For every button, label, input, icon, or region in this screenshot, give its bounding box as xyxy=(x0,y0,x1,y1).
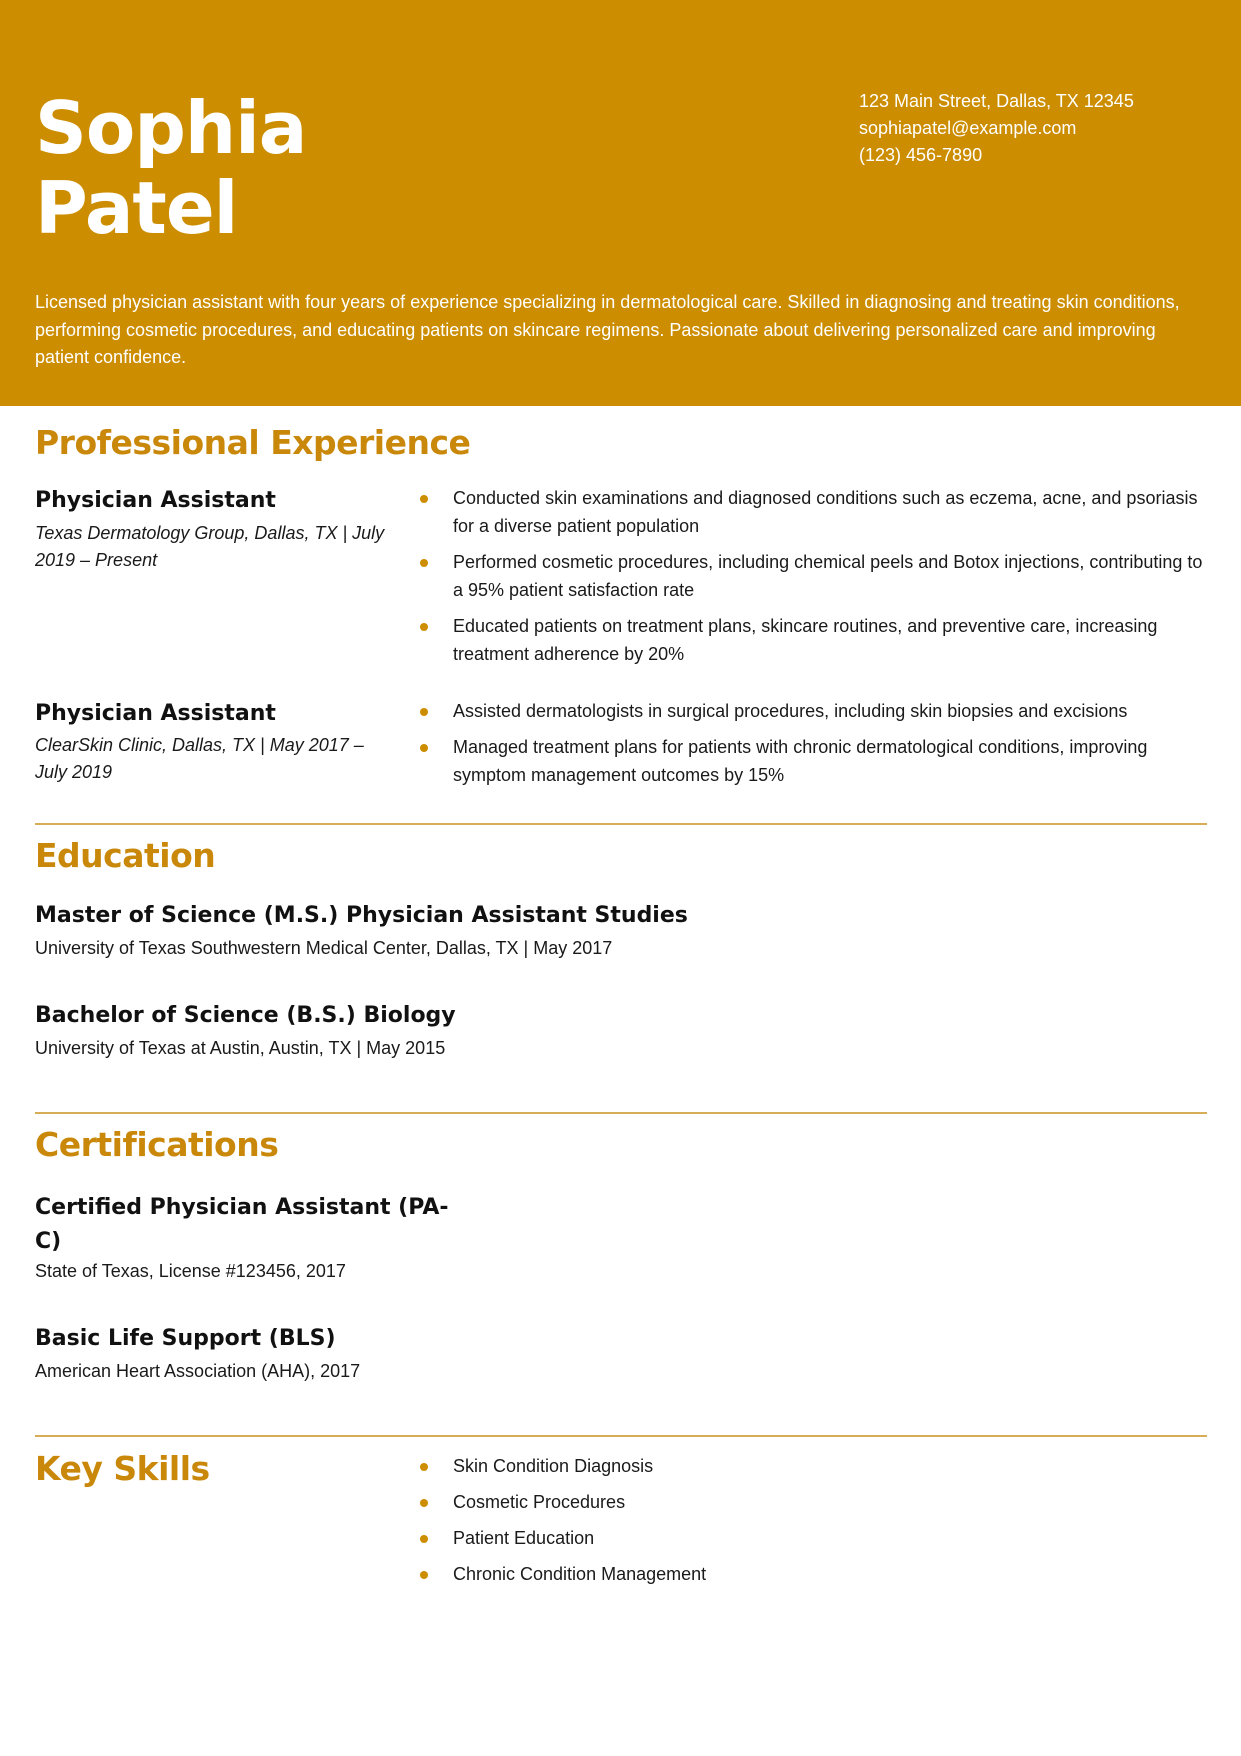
degree-title: Bachelor of Science (B.S.) Biology xyxy=(35,1003,456,1028)
skills-list xyxy=(420,1452,1210,1588)
job-title: Physician Assistant xyxy=(35,701,276,726)
section-divider xyxy=(35,1112,1207,1114)
skill-item: Skin Condition Diagnosis xyxy=(420,1452,1210,1480)
certification-title-line: Certified Physician Assistant (PA- xyxy=(35,1195,449,1220)
bullet-item: Educated patients on treatment plans, skincare routines, and preventive care, increasing treatment adherence by 20% xyxy=(420,612,1210,668)
education-heading: Education xyxy=(35,836,216,875)
degree-detail: University of Texas Southwestern Medical Center, Dallas, TX | May 2017 xyxy=(35,938,613,958)
experience-heading: Professional Experience xyxy=(35,423,471,462)
job-title: Physician Assistant xyxy=(35,488,276,513)
job-bullets xyxy=(420,484,1210,668)
certification-detail: American Heart Association (AHA), 2017 xyxy=(35,1361,361,1381)
certification-title-line: C) xyxy=(35,1229,62,1254)
certification-title: Basic Life Support (BLS) xyxy=(35,1326,336,1351)
section-divider xyxy=(35,1435,1207,1437)
contact-info xyxy=(859,88,1134,169)
phone: (123) 456-7890 xyxy=(859,145,983,165)
degree-title: Master of Science (M.S.) Physician Assistant Studies xyxy=(35,903,688,928)
first-name: Sophia xyxy=(35,86,307,170)
certification-title xyxy=(35,1191,449,1259)
certifications-heading: Certifications xyxy=(35,1125,279,1164)
job-meta: ClearSkin Clinic, Dallas, TX | May 2017 – July 2019 xyxy=(35,735,364,782)
bullet-item: Managed treatment plans for patients with chronic dermatological conditions, improving symptom management outcomes by 15% xyxy=(420,733,1210,789)
summary: Licensed physician assistant with four years of experience specializing in dermatological care. Skilled in diagnosing and treating skin conditions, performing cosmetic procedures, and educating patients on skincare regimens. Passionate about delivering personalized care and improving patient confidence. xyxy=(35,292,1180,367)
skill-item: Chronic Condition Management xyxy=(420,1560,1210,1588)
job-bullets xyxy=(420,697,1210,789)
last-name: Patel xyxy=(35,166,238,250)
address: 123 Main Street, Dallas, TX 12345 xyxy=(859,91,1134,111)
bullet-item: Assisted dermatologists in surgical procedures, including skin biopsies and excisions xyxy=(420,697,1210,725)
degree-detail: University of Texas at Austin, Austin, TX | May 2015 xyxy=(35,1038,446,1058)
skill-item: Patient Education xyxy=(420,1524,1210,1552)
skill-item: Cosmetic Procedures xyxy=(420,1488,1210,1516)
certification-detail: State of Texas, License #123456, 2017 xyxy=(35,1261,346,1281)
bullet-item: Performed cosmetic procedures, including chemical peels and Botox injections, contributing to a 95% patient satisfaction rate xyxy=(420,548,1210,604)
email: sophiapatel@example.com xyxy=(859,118,1077,138)
section-divider xyxy=(35,823,1207,825)
resume-header xyxy=(0,0,1241,406)
skills-heading: Key Skills xyxy=(35,1449,210,1488)
job-meta: Texas Dermatology Group, Dallas, TX | July 2019 – Present xyxy=(35,523,385,570)
candidate-name xyxy=(35,88,306,248)
bullet-item: Conducted skin examinations and diagnosed conditions such as eczema, acne, and psoriasis for a diverse patient population xyxy=(420,484,1210,540)
